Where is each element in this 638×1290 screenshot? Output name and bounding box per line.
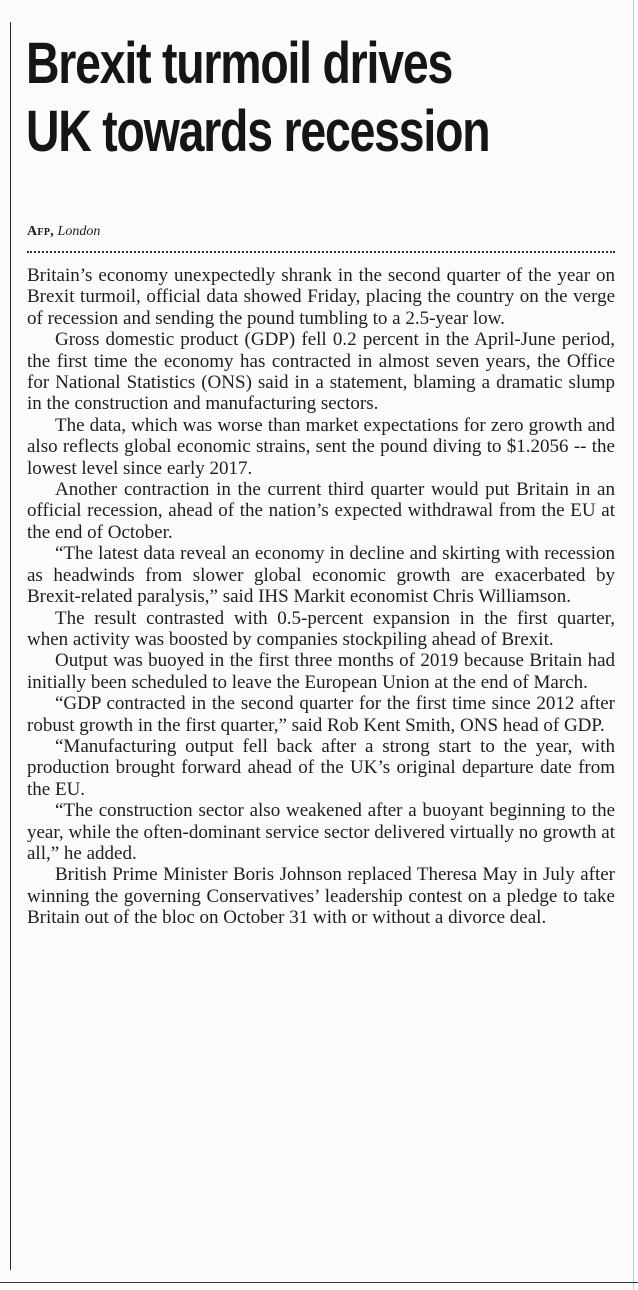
- article-paragraph-3: The data, which was worse than market expectations for zero growth and also reflects global economic strains, sent the pound diving to $1.2056 -- the lowest level since early 2017.: [27, 414, 615, 479]
- article-paragraph-10: “The construction sector also weakened after a buoyant beginning to the year, while the often-dominant service sector delivered virtually no growth at all,” he added.: [27, 800, 615, 864]
- article-body: [27, 265, 615, 929]
- bottom-rule: [0, 1282, 638, 1283]
- article-paragraph-11: British Prime Minister Boris Johnson replaced Theresa May in July after winning the governing Conservatives’ leadership contest on a pledge to take Britain out of the bloc on October 31 with or without a divorce deal.: [27, 864, 615, 929]
- article-paragraph-1: Britain’s economy unexpectedly shrank in the second quarter of the year on Brexit turmoil, official data showed Friday, placing the country on the verge of recession and sending the pound tumbling to a 2.5-year low.: [27, 265, 615, 329]
- article-paragraph-2: Gross domestic product (GDP) fell 0.2 percent in the April-June period, the first time the economy has contracted in almost seven years, the Office for National Statistics (ONS) said in a statement, blaming a dramatic slump in the construction and manufacturing sectors.: [27, 329, 615, 415]
- dotted-separator: [27, 251, 615, 253]
- article-paragraph-5: “The latest data reveal an economy in decline and skirting with recession as headwinds from slower global economic growth are exacerbated by Brexit-related paralysis,” said IHS Markit economist Chris Williamson.: [27, 543, 615, 608]
- headline-line-1: Brexit turmoil drives: [26, 31, 453, 96]
- right-edge-rule: [633, 0, 634, 1290]
- headline: [26, 30, 510, 166]
- article-paragraph-4: Another contraction in the current third quarter would put Britain in an official recession, ahead of the nation’s expected withdrawal from the EU at the end of October.: [27, 479, 615, 543]
- article-paragraph-9: “Manufacturing output fell back after a strong start to the year, with production brought forward ahead of the UK’s original departure date from the EU.: [27, 735, 615, 800]
- byline: [27, 224, 100, 240]
- article-paragraph-7: Output was buoyed in the first three months of 2019 because Britain had initially been scheduled to leave the European Union at the end of March.: [27, 650, 615, 693]
- headline-line-2: UK towards recession: [26, 99, 490, 164]
- byline-city: London: [57, 224, 101, 239]
- article-paragraph-6: The result contrasted with 0.5-percent expansion in the first quarter, when activity was boosted by companies stockpiling ahead of Brexit.: [27, 607, 615, 650]
- article-paragraph-8: “GDP contracted in the second quarter for the first time since 2012 after robust growth in the first quarter,” said Rob Kent Smith, ONS head of GDP.: [27, 693, 615, 736]
- byline-agency: Afp,: [27, 224, 55, 239]
- left-column-rule: [10, 22, 11, 1270]
